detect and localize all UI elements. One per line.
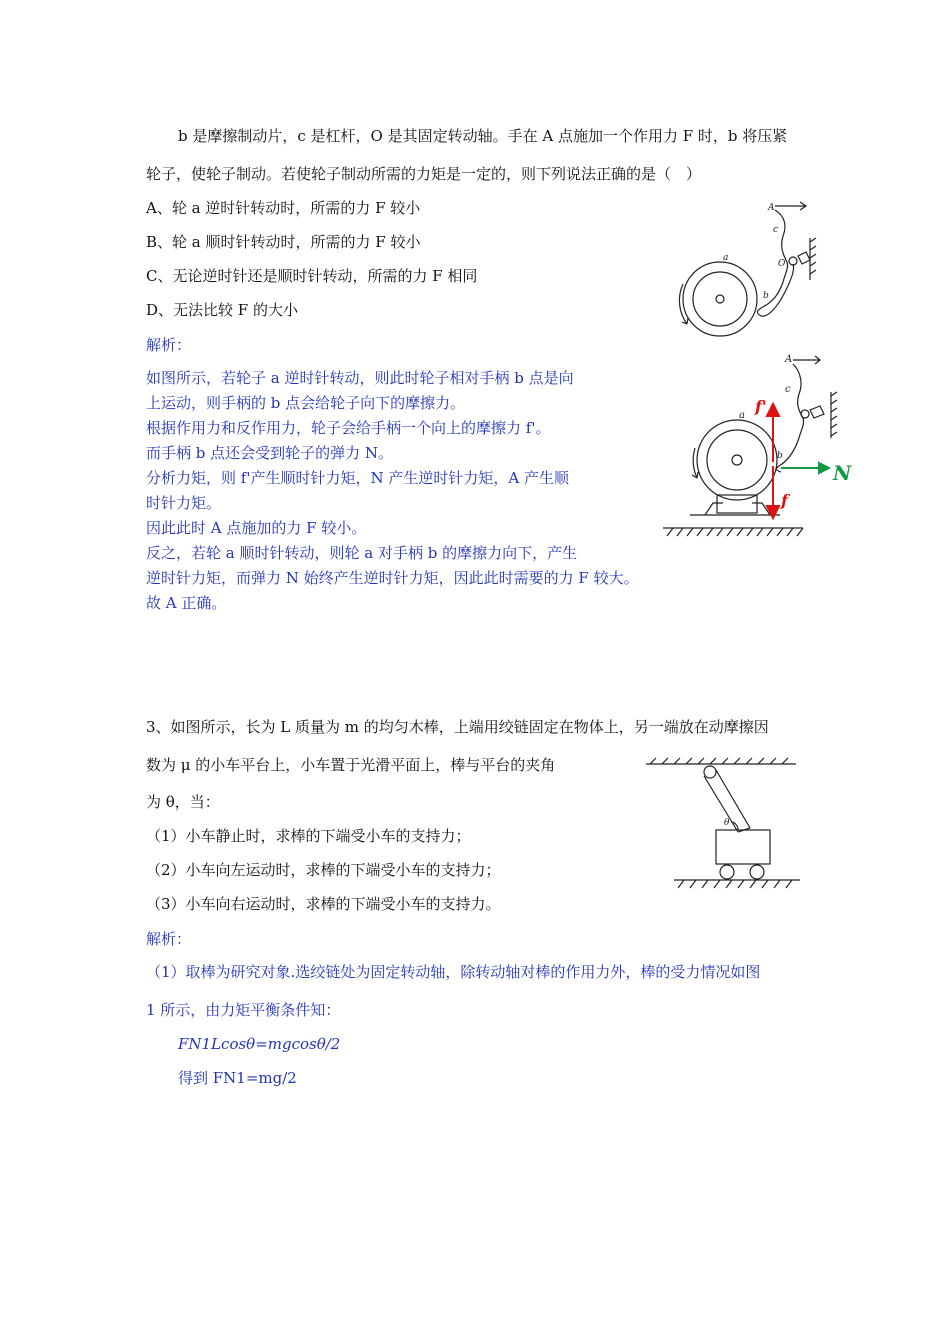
fig1-label-a-point: A <box>768 203 775 213</box>
q2-option-c: C、无论逆时针还是顺时针转动，所需的力 F 相同 <box>146 267 478 285</box>
fig2-label-n: N <box>833 461 852 485</box>
q2-stem-line-1: b 是摩擦制动片，c 是杠杆，O 是其固定转动轴。手在 A 点施加一个作用力 F 时，b 将压紧 <box>178 127 788 145</box>
q2-analysis-line: 分析力矩，则 f'产生顺时针力矩，N 产生逆时针力矩，A 产生顺 <box>146 469 569 487</box>
brake-figure-2 <box>655 350 855 545</box>
q3-equation-2: 得到 FN1=mg/2 <box>178 1069 297 1087</box>
fig1-label-o: O <box>778 259 786 269</box>
fig1-label-c: c <box>773 225 779 235</box>
q2-analysis-line: 故 A 正确。 <box>146 594 227 612</box>
q3-analysis-label: 解析： <box>146 930 192 948</box>
fig2-label-f-prime: f' <box>755 397 767 416</box>
q3-stem-line-1: 3、如图所示，长为 L 质量为 m 的均匀木棒，上端用绞链固定在物体上，另一端放在动摩擦因 <box>146 718 769 736</box>
fig2-label-c: c <box>785 384 791 395</box>
q2-analysis-line: 逆时针力矩，而弹力 N 始终产生逆时针力矩，因此此时需要的力 F 较大。 <box>146 569 639 587</box>
q2-analysis-line: 时针力矩。 <box>146 494 222 512</box>
q2-analysis-line: 根据作用力和反作用力，轮子会给手柄一个向上的摩擦力 f'。 <box>146 419 551 437</box>
q3-sub-1: （1）小车静止时，求棒的下端受小车的支持力； <box>146 827 471 845</box>
q3-analysis-line-1: （1）取棒为研究对象.选绞链处为固定转动轴，除转动轴对棒的作用力外，棒的受力情况如图 <box>146 963 761 981</box>
fig1-label-a: a <box>723 253 729 263</box>
rod-cart-figure <box>640 750 810 900</box>
q2-analysis-line: 如图所示，若轮子 a 逆时针转动，则此时轮子相对手柄 b 点是向 <box>146 369 574 387</box>
q3-sub-3: （3）小车向右运动时，求棒的下端受小车的支持力。 <box>146 895 501 913</box>
q2-stem-line-2: 轮子，使轮子制动。若使轮子制动所需的力矩是一定的，则下列说法正确的是（ ） <box>146 165 702 183</box>
q3-stem-line-3: 为 θ，当： <box>146 793 220 811</box>
q2-analysis-line: 上运动，则手柄的 b 点会给轮子向下的摩擦力。 <box>146 394 466 412</box>
q3-analysis-line-2: 1 所示，由力矩平衡条件知： <box>146 1001 341 1019</box>
fig3-theta-label: θ <box>724 818 730 828</box>
brake-figure-1 <box>665 196 825 346</box>
fig2-label-a-point: A <box>785 354 793 365</box>
q2-analysis-line: 而手柄 b 点还会受到轮子的弹力 N。 <box>146 444 394 462</box>
fig2-label-f: f <box>781 491 788 510</box>
q2-option-a: A、轮 a 逆时针转动时，所需的力 F 较小 <box>146 199 421 217</box>
q3-stem-line-2: 数为 μ 的小车平台上，小车置于光滑平面上，棒与平台的夹角 <box>146 756 556 774</box>
q2-analysis-label: 解析： <box>146 336 192 354</box>
q2-option-d: D、无法比较 F 的大小 <box>146 301 298 319</box>
q3-equation-1: FN1Lcosθ=mgcosθ/2 <box>178 1035 341 1053</box>
fig2-label-b: b <box>777 451 783 461</box>
q2-analysis-line: 因此此时 A 点施加的力 F 较小。 <box>146 519 367 537</box>
q3-sub-2: （2）小车向左运动时，求棒的下端受小车的支持力； <box>146 861 501 879</box>
fig2-label-a: a <box>739 410 745 421</box>
q2-option-b: B、轮 a 顺时针转动时，所需的力 F 较小 <box>146 233 421 251</box>
q2-analysis-line: 反之，若轮 a 顺时针转动，则轮 a 对手柄 b 的摩擦力向下，产生 <box>146 544 578 562</box>
fig1-label-b: b <box>763 291 769 301</box>
